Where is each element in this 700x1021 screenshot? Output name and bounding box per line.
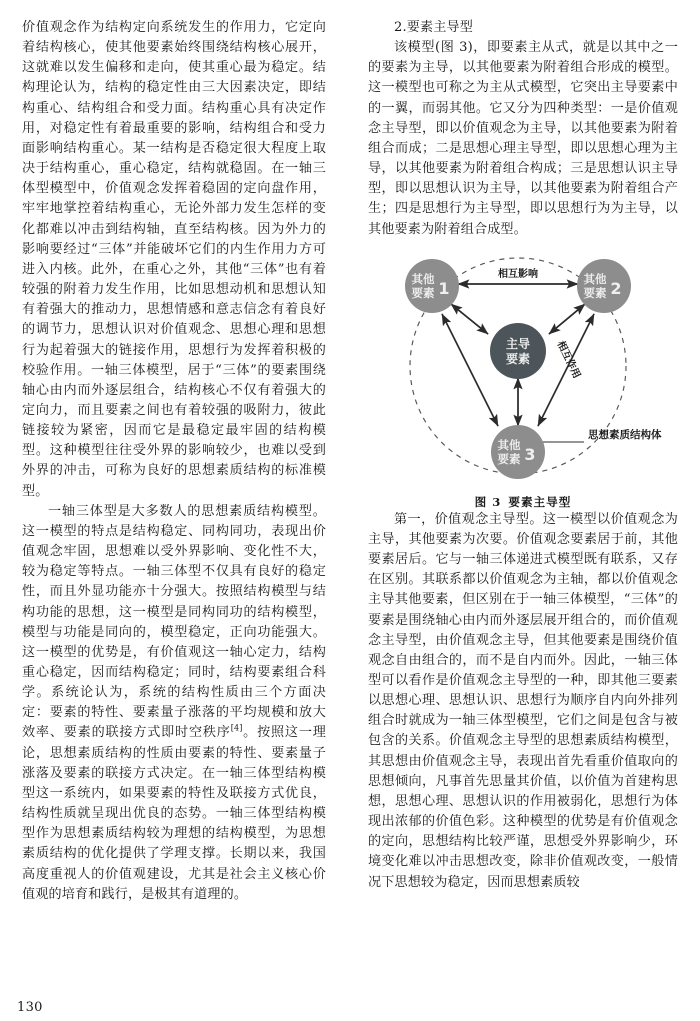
figure-caption-title: 要素主导型: [508, 494, 572, 509]
figure-diagram: [366, 246, 678, 492]
node-other-2-label-line1: 其他: [583, 271, 607, 286]
figure-3: [368, 246, 678, 510]
node-other-2-label-line2: 要素: [583, 285, 607, 300]
node-other-3-label-line1: 其他: [497, 437, 521, 452]
paragraph-right-1: 该模型(图 3)，即要素主从式，就是以其中之一的要素为主导，以其他要素为附着组合形成的模型。这一模型也可称之为主从式模型，它突出主导要素中的一翼，而弱其他。它又分为四种类型：一是价值观念主导型，即以价值观念为主导，以其他要素为附着组合而成；二是思想心理主导型，即以思想心理为主导，以其他要素为附着组合构成；三是思想认识主导型，即以思想认识为主导，以其他要素为附着组合产生；四是思想行为主导型，即以思想行为为主导，以其他要素为附着组合成型。: [368, 40, 678, 237]
node-dominant-element: [490, 323, 546, 379]
paragraph-left-2-text-before-ref: 一轴三体型是大多数人的思想素质结构模型。这一模型的特点是结构稳定、同构同功，表现出价值观念牢固，思想难以受外界影响、变化性不大，较为稳定等特点。一轴三体型不仅具有良好的稳定性，而且外显功能亦十分强大。按照结构模型与结构功能的思想，这一模型是同构同功的结构模型，模型与功能是同向的，模型稳定，正向功能强大。这一模型的优势是，有价值观这一轴心定力，结构重心稳定，因而结构稳定；同时，结构要素组合科学。系统论认为，系统的结构性质由三个方面决定：要素的特性、要素量子涨落的平均规模和放大效率、要素的联接方式即时空秩序: [22, 503, 326, 741]
page-number: 130: [17, 1000, 43, 1015]
node-other-element-3: [491, 425, 545, 479]
node-other-3-index: 3: [524, 444, 536, 464]
paragraph-left-1: 价值观念作为结构定向系统发生的作用力，它定向着结构核心，使其他要素始终围绕结构核心展开，这就难以发生偏移和走向，使其重心最为稳定。结构理论认为，结构的稳定性由三大因素决定，即结构重心、结构组合和受力面。结构重心具有决定作用，对稳定性有着最重要的影响，结构组合和受力面影响结构重心。某一结构是否稳定很大程度上取决于结构重心，重心稳定，结构就稳固。在一轴三体型模型中，价值观念发挥着稳固的定向盘作用，牢牢地掌控着结构重心，无论外部力发生怎样的变化都难以冲击到结构轴，直至结构核。因为外力的影响要经过“三体”并能破坏它们的内生作用力方可进入内核。此外，在重心之外，其他“三体”也有着较强的附着力发生作用，比如思想动机和思想认知有着强大的推动力，思想情感和意志信念有着良好的调节力，思想认识对价值观念、思想心理和思想行为起着强大的链接作用，思想行为发挥着积极的校验作用。一轴三体模型，居于“三体”的要素围绕轴心由内而外逐层组合，结构核心不仅有着强大的定向力，而且要素之间也有着较强的吸附力，彼此链接较为紧密，因而它是最稳定最牢固的结构模型。这种模型往往受外界的影响较少，也难以受到外界的冲击，可称为良好的思想素质结构的标准模型。: [22, 20, 326, 499]
node-other-1-label-line1: 其他: [411, 271, 435, 286]
paragraph-left-2-text-after-ref: 。按照这一理论，思想素质结构的性质由要素的特性、要素量子涨落及要素的联接方式决定。在一轴三体型结构模型这一系统内，如果要素的特性及联接方式优良，结构性质就呈现出优良的态势。一轴三体型结构模型作为思想素质结构较为理想的结构模型，为思想素质结构的优化提供了学理支撑。长期以来，我国高度重视人的价值观建设，尤其是社会主义核心价值观的培育和践行，是极其有道理的。: [22, 725, 327, 902]
edge-label-mutual-action: 相互作用: [554, 339, 582, 381]
reference-marker: [4]: [230, 724, 243, 734]
node-other-element-2: [577, 259, 631, 313]
paragraph-right-2: 第一，价值观念主导型。这一模型以价值观念为主导，其他要素为次要。价值观念要素居于前，其他要素居后。它与一轴三体递进式模型既有联系，又存在区别。其联系都以价值观念为主轴，都以价值观念主导其他要素，但区别在于一轴三体模型，“三体”的要素是围绕轴心由内而外逐层展开组合的，而价值观念主导型，由价值观念主导，但其他要素是围绕价值观念自由组合的，而不是自内而外。因此，一轴三体型可以看作是价值观念主导型的一种，即其他三要素以思想心理、思想认识、思想行为顺序自内向外排列组合时就成为一轴三体型模型，它们之间是包含与被包含的关系。价值观念主导型的思想素质结构模型，其思想由价值观念主导，表现出首先看重价值取向的思想倾向，凡事首先思量其价值，以价值为首建构思想，思想心理、思想认识的作用被弱化，思想行为体现出浓郁的价值色彩。这种模型的优势是有价值观念的定向，思想结构比较严谨，思想受外界影响少，环境变化难以冲击思想改变，除非价值观改变，一般情况下思想较为稳定，因而思想素质较: [368, 511, 678, 890]
node-dominant-label-line1: 主导: [505, 336, 531, 351]
node-other-2-index: 2: [610, 278, 622, 298]
node-other-3-label-line2: 要素: [497, 451, 521, 466]
right-column: [350, 0, 700, 1021]
figure-caption: [368, 494, 678, 510]
node-other-1-label-line2: 要素: [411, 285, 435, 300]
outer-label-leader-line: [541, 442, 584, 448]
paragraph-left-2: [22, 502, 326, 905]
edge-label-mutual-influence: 相互影响: [498, 268, 538, 280]
node-other-element-1: [405, 259, 459, 313]
node-dominant-label-line2: 要素: [505, 351, 531, 366]
section-heading: 2.要素主导型: [394, 20, 474, 35]
figure-caption-number: 图 3: [474, 494, 502, 509]
figure-outer-label: 思想素质结构体: [588, 428, 662, 441]
node-other-1-index: 1: [438, 278, 450, 298]
